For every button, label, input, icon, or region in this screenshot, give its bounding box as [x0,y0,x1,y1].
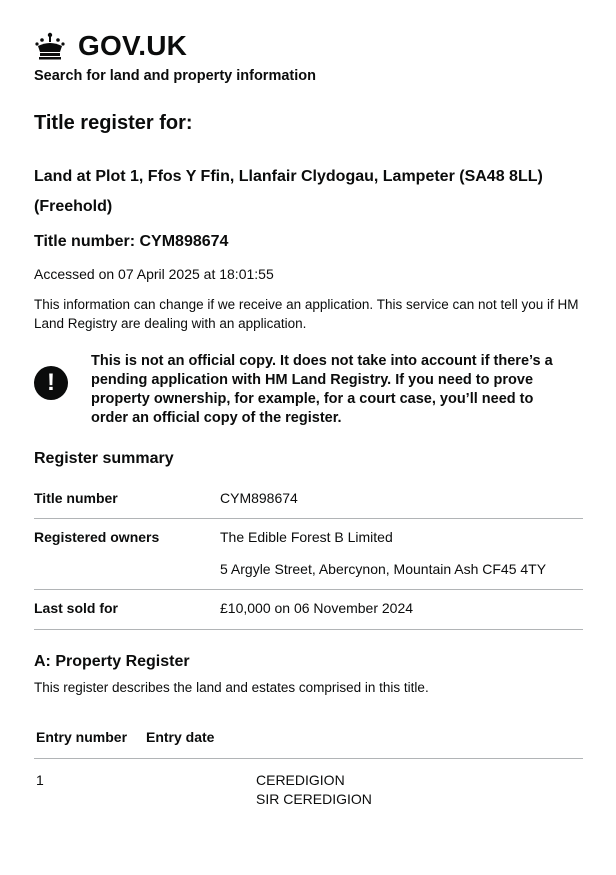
table-header [34,720,583,759]
header [34,30,316,84]
entry-number: 1 [36,772,44,788]
summary-row-last-sold [34,590,583,630]
owner-name: The Edible Forest B Limited [220,529,393,545]
accessed-timestamp: Accessed on 07 April 2025 at 18:01:55 [34,266,274,282]
column-header-entry-date: Entry date [146,729,215,745]
summary-value: CYM898674 [220,490,298,506]
summary-key: Registered owners [34,529,160,545]
crown-icon [34,32,66,60]
entries-table [34,720,583,819]
page-title: Title register for: [34,112,193,134]
owner-address: 5 Argyle Street, Abercynon, Mountain Ash CF45 4TY [220,561,547,577]
govuk-wordmark: GOV.UK [78,30,188,61]
address-line: Land at Plot 1, Ffos Y Ffin, Llanfair Clydogau, Lampeter (SA48 8LL) [34,168,543,185]
entry-line: CEREDIGION [256,772,345,788]
govuk-logo-link[interactable] [34,30,316,62]
warning-text: This is not an official copy. It does not take into account if there’s a pending application with HM Land Registry. If you need to prove property ownership, for example, for a court case, you’ll need to order an official copy of the register. [91,353,553,426]
register-summary-list [34,480,583,630]
tenure: (Freehold) [34,198,113,215]
summary-key: Last sold for [34,600,119,616]
service-name[interactable]: Search for land and property information [34,68,316,84]
summary-row-owners [34,519,583,590]
entry-details [256,771,372,809]
entry-line: SIR CEREDIGION [256,791,372,807]
summary-key: Title number [34,490,118,506]
table-row [34,759,583,819]
title-number-heading: Title number: CYM898674 [34,233,229,250]
property-address [34,162,594,222]
summary-row-title-number [34,480,583,519]
property-register-heading: A: Property Register [34,653,190,670]
exclamation-icon: ! [34,366,68,400]
column-header-entry-number: Entry number [36,729,128,745]
register-summary-heading: Register summary [34,450,174,467]
property-register-description: This register describes the land and estates comprised in this title. [34,680,429,695]
summary-value: £10,000 on 06 November 2024 [220,600,414,616]
info-text: This information can change if we receive an application. This service can not tell you if HM Land Registry are dealing with an application. [34,297,579,331]
